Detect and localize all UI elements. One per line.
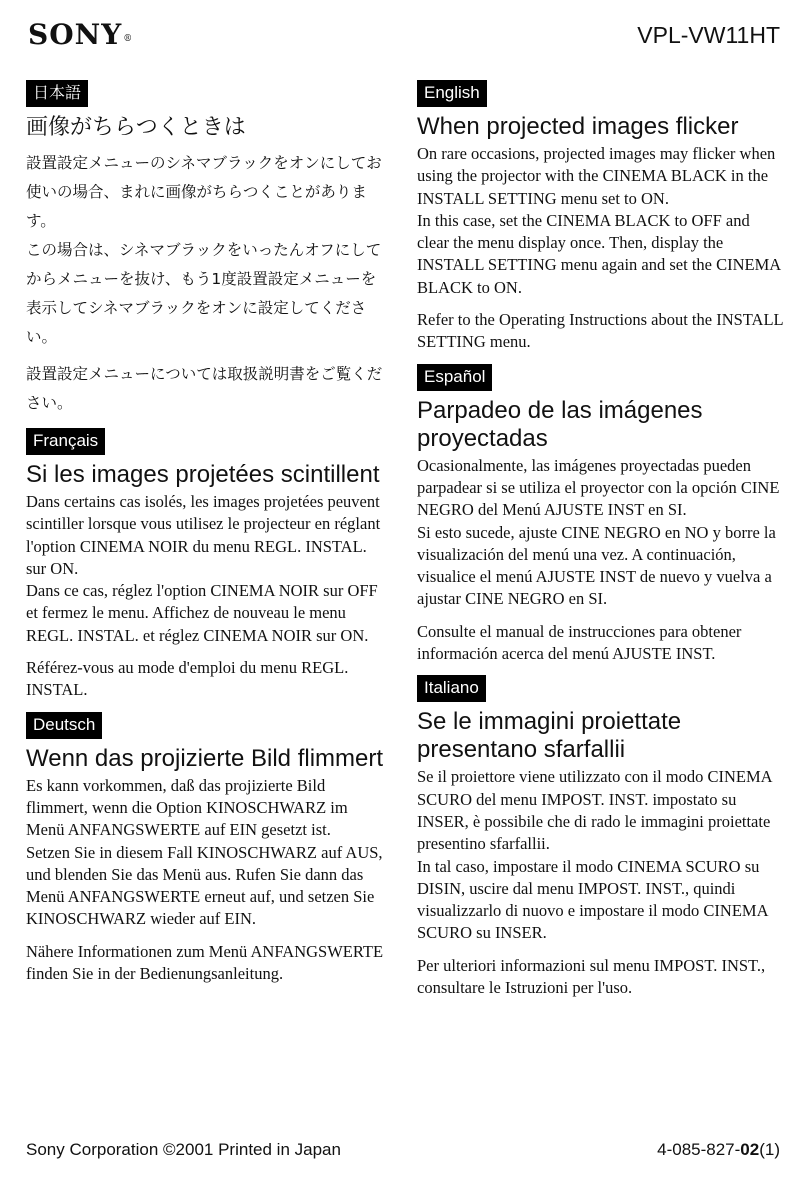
paragraph-spanish-3: Consulte el manual de instrucciones para obtener información acerca del menú AJUSTE INST.	[417, 621, 742, 664]
part-number-prefix: 4-085-827-	[657, 1140, 741, 1159]
paragraph-german-3: Nähere Informationen zum Menü ANFANGSWERTE finden Sie in der Bedienungsanleitung.	[26, 941, 384, 984]
language-tag-english: English	[417, 80, 487, 107]
language-tag-french: Français	[26, 428, 105, 455]
sony-logo	[28, 18, 133, 51]
part-number-revision: 02	[740, 1140, 760, 1159]
heading-spanish: Parpadeo de las imágenes proyectadas	[417, 396, 703, 452]
paragraph-english-1: On rare occasions, projected images may flicker when using the projector with the CINEMA BLACK in the INSTALL SETTING menu set to ON.	[417, 144, 776, 208]
language-tag-german: Deutsch	[26, 712, 102, 739]
paragraph-french-3: Référez-vous au mode d'emploi du menu REGL. INSTAL.	[26, 658, 349, 700]
paragraph-spanish-1: Ocasionalmente, las imágenes proyectadas pueden parpadear si se utiliza el proyector con la opción CINE NEGRO del Menú AJUSTE INST en SI.	[417, 455, 780, 520]
heading-french: Si les images projetées scintillent	[26, 461, 380, 488]
paragraph-japanese-2: この場合は、シネマブラックをいったんオフにしてからメニューを抜け、もう1度設置設定メニューを表示してシネマブラックをオンに設定してください。	[26, 241, 382, 346]
brand-name: SONY	[28, 18, 123, 51]
footer-copyright: Sony Corporation ©2001 Printed in Japan	[26, 1140, 341, 1159]
left-column	[26, 80, 388, 995]
section-german	[26, 712, 388, 986]
section-italian	[417, 675, 785, 999]
paragraph-italian-2: In tal caso, impostare il modo CINEMA SCURO su DISIN, uscire dal menu IMPOST. INST., quindi visualizzarlo di nuovo e impostare il modo CINEMA SCURO su INSER.	[417, 856, 768, 943]
section-french	[26, 428, 388, 702]
section-english	[417, 80, 785, 354]
paragraph-french-2: Dans ce cas, réglez l'option CINEMA NOIR sur OFF et fermez le menu. Affichez de nouveau le menu REGL. INSTAL. et réglez CINEMA NOIR sur ON.	[26, 581, 378, 645]
paragraph-italian-1: Se il proiettore viene utilizzato con il modo CINEMA SCURO del menu IMPOST. INST. impostato su INSER, è possibile che di rado le immagini proiettate presentino sfarfallii.	[417, 767, 772, 854]
paragraph-german-2: Setzen Sie in diesem Fall KINOSCHWARZ auf AUS, und blenden Sie das Menü aus. Rufen Sie dann das Menü ANFANGSWERTE erneut auf, und setzen Sie KINOSCHWARZ wieder auf EIN.	[26, 842, 383, 929]
paragraph-japanese-3: 設置設定メニューについては取扱説明書をご覧ください。	[26, 365, 383, 412]
paragraph-spanish-2: Si esto sucede, ajuste CINE NEGRO en NO y borre la visualización del menú una vez. A continuación, visualice el menú AJUSTE INST de nuevo y vuelva a ajustar CINE NEGRO en SI.	[417, 522, 776, 609]
language-tag-italian: Italiano	[417, 675, 486, 702]
footer-part-number	[657, 1140, 780, 1160]
model-number: VPL-VW11HT	[637, 22, 780, 48]
section-spanish	[417, 364, 785, 666]
heading-italian: Se le immagini proiettate presentano sfarfallii	[417, 708, 682, 764]
language-tag-spanish: Español	[417, 364, 492, 391]
paragraph-english-3: Refer to the Operating Instructions about the INSTALL SETTING menu.	[417, 310, 784, 352]
registered-mark: ®	[123, 34, 134, 44]
right-column	[417, 80, 785, 1009]
heading-german: Wenn das projizierte Bild flimmert	[26, 744, 384, 772]
paragraph-french-1: Dans certains cas isolés, les images projetées peuvent scintiller lorsque vous utilisez le projecteur en réglant l'option CINEMA NOIR du menu REGL. INSTAL. sur ON.	[26, 492, 381, 578]
paragraph-english-2: In this case, set the CINEMA BLACK to OFF and clear the menu display once. Then, display the INSTALL SETTING menu again and set the CINEMA BLACK to ON.	[417, 210, 781, 297]
section-japanese	[26, 80, 388, 418]
paragraph-italian-3: Per ulteriori informazioni sul menu IMPOST. INST., consultare le Istruzioni per l'uso.	[417, 955, 766, 998]
paragraph-japanese-1: 設置設定メニューのシネマブラックをオンにしてお使いの場合、まれに画像がちらつくことがあります。	[26, 154, 382, 230]
language-tag-japanese: 日本語	[26, 80, 88, 107]
heading-japanese: 画像がちらつくときは	[26, 115, 246, 140]
paragraph-german-1: Es kann vorkommen, daß das projizierte Bild flimmert, wenn die Option KINOSCHWARZ im Menü ANFANGSWERTE auf EIN gesetzt ist.	[26, 775, 348, 840]
part-number-suffix: (1)	[759, 1140, 780, 1159]
heading-english: When projected images flicker	[417, 113, 739, 140]
